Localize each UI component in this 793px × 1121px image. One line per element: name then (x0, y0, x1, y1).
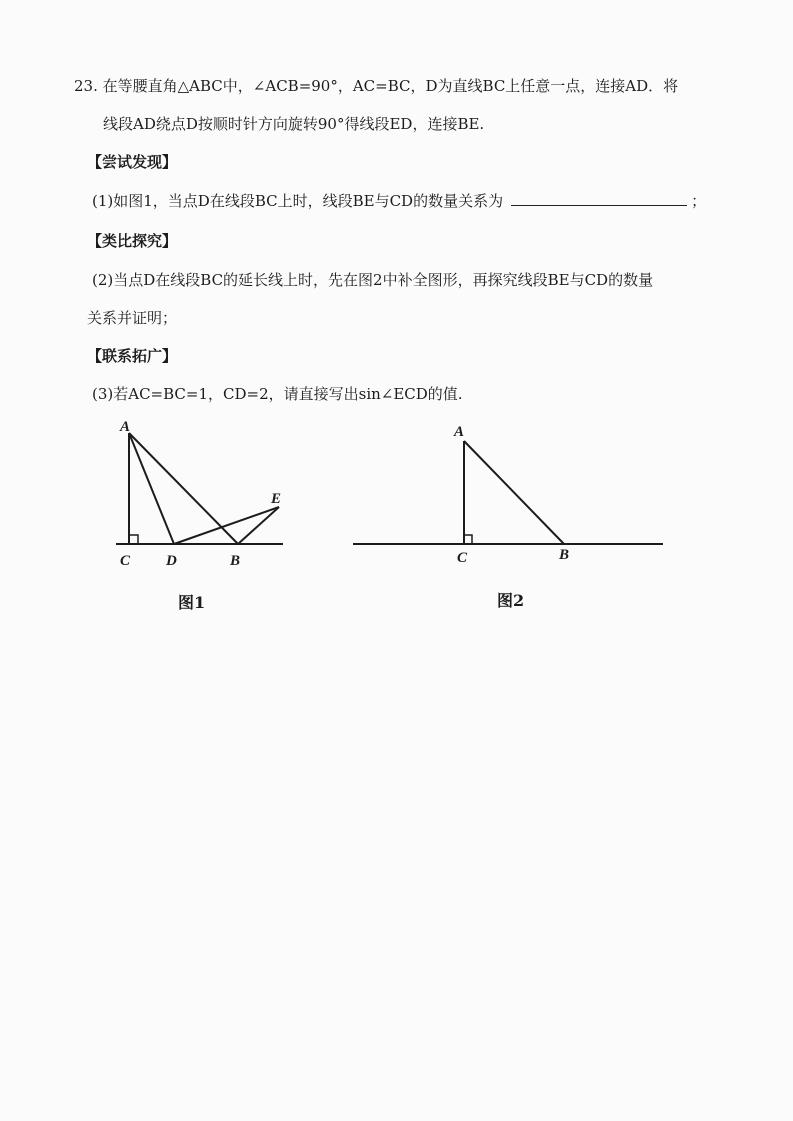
section2-text-line2: 关系并证明； (87, 309, 178, 327)
section1-heading: 【尝试发现】 (87, 153, 178, 171)
fig1-label-B: B (230, 553, 241, 569)
fig2-right-angle-mark (464, 535, 472, 544)
problem-intro-line2: 线段AD绕点D按顺时针方向旋转90°得线段ED，连接BE. (103, 115, 485, 133)
fig1-label-E: E (271, 491, 282, 507)
fig1-label-C: C (120, 553, 131, 569)
fig1-label-A: A (120, 419, 131, 435)
section3-text: (3)若AC=BC=1，CD=2，请直接写出sin∠ECD的值. (92, 385, 463, 403)
section2-text-line1: (2)当点D在线段BC的延长线上时，先在图2中补全图形，再探究线段BE与CD的数量 (92, 271, 654, 289)
fig2-label-C: C (457, 550, 468, 566)
figure1 (116, 433, 283, 544)
figure2 (353, 441, 663, 544)
figure2-caption: 图2 (497, 591, 525, 610)
fig1-segment-BE (238, 507, 279, 544)
section1-text: (1)如图1，当点D在线段BC上时，线段BE与CD的数量关系为 (92, 192, 504, 210)
fig1-segment-DE (174, 507, 279, 544)
section3-heading: 【联系拓广】 (87, 347, 178, 365)
section1-end: ； (691, 192, 707, 210)
problem-intro-text: 在等腰直角△ABC中，∠ACB=90°，AC=BC，D为直线BC上任意一点，连接AD．将 (102, 77, 679, 95)
problem-number: 23. (74, 77, 98, 95)
fig2-segment-AB (464, 441, 564, 544)
section2-heading: 【类比探究】 (87, 232, 178, 250)
fig2-label-A: A (454, 424, 465, 440)
fig2-label-B: B (559, 547, 570, 563)
fig1-label-D: D (166, 553, 177, 569)
figure1-caption: 图1 (178, 593, 206, 612)
fig1-right-angle-mark (129, 535, 138, 544)
fig1-segment-AD (129, 433, 174, 544)
